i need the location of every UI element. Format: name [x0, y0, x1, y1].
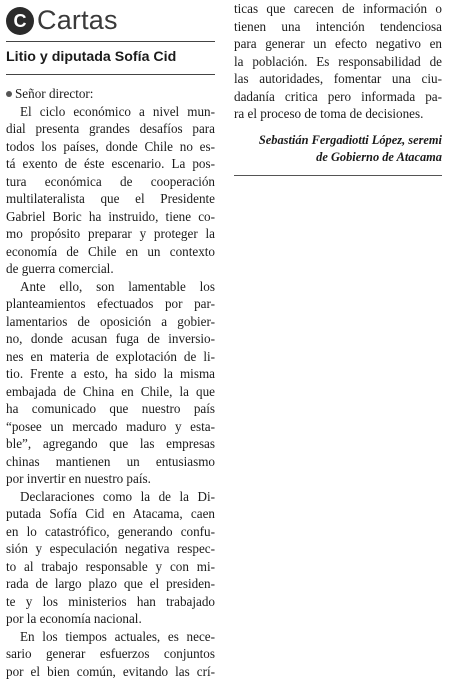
body-line: En los tiempos actuales, es nece-: [20, 628, 215, 644]
body-line: chinas mantienen un entusiasmo: [6, 453, 215, 469]
body-line: “posee un mercado maduro y esta-: [6, 418, 215, 434]
body-line: Declaraciones como la de la Di-: [20, 488, 215, 504]
title-rule: [6, 74, 215, 75]
body-line: dadanía critica pero informada pa-: [234, 88, 442, 104]
right-column: [234, 0, 442, 176]
body-line: Ante ello, son lamentable los: [20, 278, 215, 294]
body-line: la población. Es responsabilidad de: [234, 53, 442, 69]
section-badge: C: [6, 7, 34, 35]
body-line: de guerra comercial.: [6, 261, 114, 276]
body-line: te y los ministerios han trabajado: [6, 593, 215, 609]
body-line: todos los países, donde Chile no es-: [6, 138, 215, 154]
article-body-left: [6, 85, 215, 680]
body-line: economía de Chile en un contexto: [6, 243, 215, 259]
section-title: Cartas: [37, 4, 118, 35]
salutation-line: [6, 85, 215, 103]
signature: [234, 132, 442, 167]
body-line: rada de largo plazo que el presiden-: [6, 576, 215, 591]
body-line: tura económica de cooperación: [6, 173, 215, 189]
article-body-right: [234, 0, 442, 123]
body-line: ble”, agregando que las empresas: [6, 436, 215, 451]
header-rule: [6, 41, 215, 42]
body-line: sión y especulación negativa respec-: [6, 541, 215, 556]
body-line: sario generar esfuerzos conjuntos: [6, 646, 215, 661]
body-line: ha comunicado que nuestro país: [6, 401, 215, 416]
body-line: planteamientos efectuados por par-: [6, 296, 215, 311]
body-line: multilateralista que el Presidente: [6, 191, 215, 206]
body-line: por invertir en nuestro país.: [6, 471, 151, 486]
salutation: Señor director:: [15, 86, 94, 101]
body-line: las autoridades, fomentar una ciu-: [234, 71, 442, 86]
body-line: El ciclo económico a nivel mun-: [20, 103, 215, 119]
body-line: nes en materia de explotación de li-: [6, 348, 215, 364]
body-line: Gabriel Boric ha instruido, tiene co-: [6, 208, 215, 224]
body-line: embajada de China en Chile, la que: [6, 383, 215, 399]
body-line: ticas que carecen de información o: [234, 1, 442, 16]
body-line: putada Sofía Cid en Atacama, caen: [6, 506, 215, 521]
body-line: ra el proceso de toma de decisiones.: [234, 106, 424, 121]
body-line: to al trabajo responsable y con mi-: [6, 558, 215, 574]
body-line: por la economía nacional.: [6, 611, 142, 626]
body-line: dial presenta grandes desafíos para: [6, 121, 215, 136]
body-line: en lo catastrófico, generando confu-: [6, 523, 215, 539]
left-column: [6, 0, 215, 680]
signature-line: de Gobierno de Atacama: [316, 150, 442, 164]
body-line: lamentarios de oposición a gobier-: [6, 313, 215, 329]
body-line: tienen una intención tendenciosa: [234, 18, 442, 34]
section-header: [6, 0, 215, 40]
body-line: no, donde acusan fuga de inversio-: [6, 331, 215, 346]
body-line: por el bien común, evitando las crí-: [6, 663, 215, 679]
bullet-icon: [6, 91, 12, 97]
body-line: tio. Frente a esto, ha sido la misma: [6, 366, 215, 381]
end-rule: [234, 175, 442, 176]
body-line: mo propósito preparar y proteger la: [6, 226, 215, 241]
signature-line: Sebastián Fergadiotti López, seremi: [258, 132, 442, 147]
article-title: Litio y diputada Sofía Cid: [6, 49, 177, 65]
body-line: tá exento de éste escenario. La pos-: [6, 156, 215, 171]
body-line: para generar un efecto negativo en: [234, 36, 442, 51]
